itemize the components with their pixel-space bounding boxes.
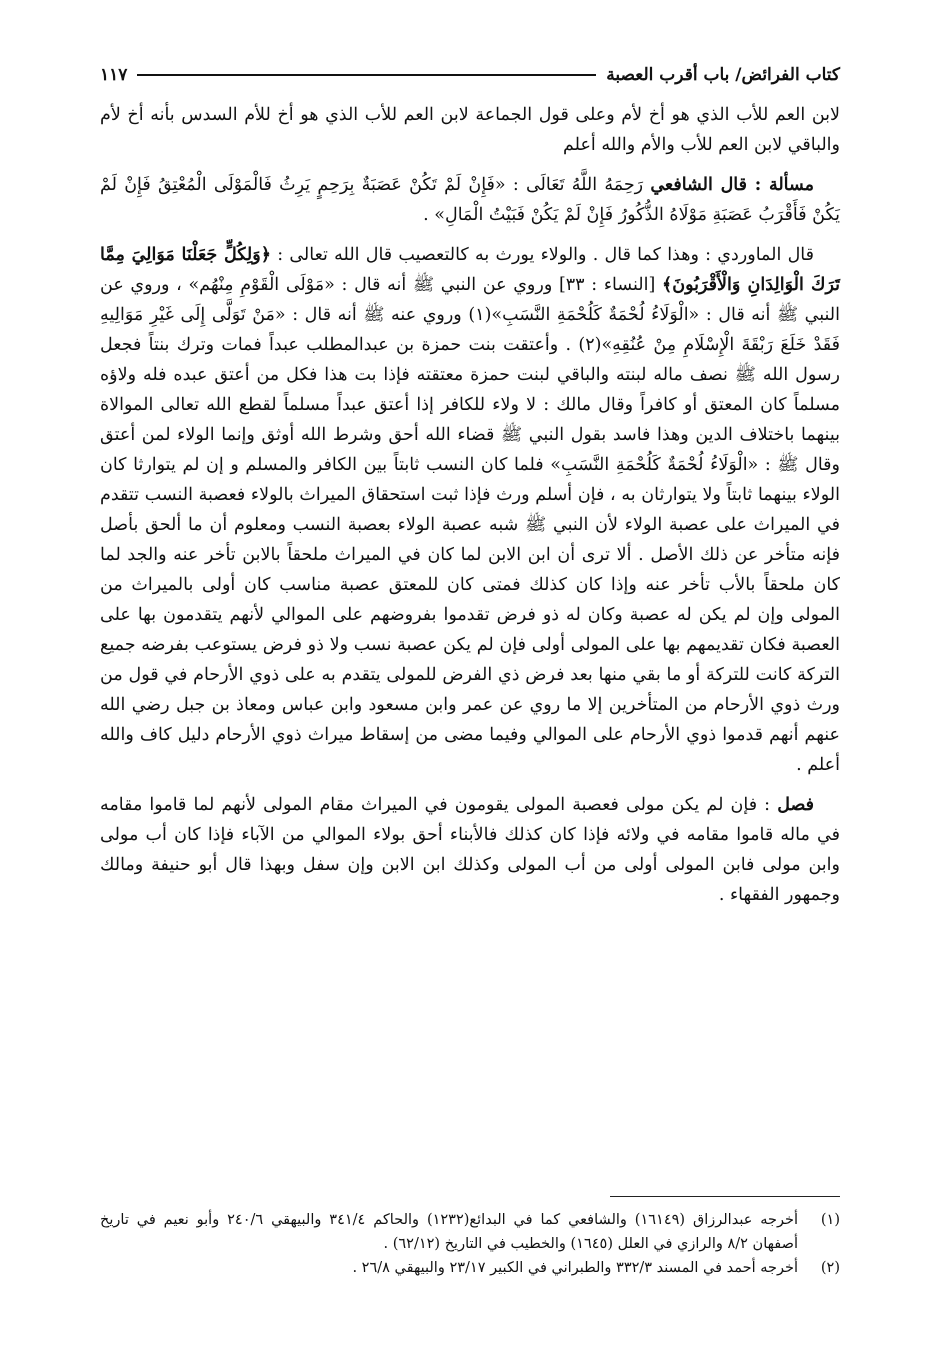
masala-text: رَحِمَهُ اللَّهُ تَعَالَى : «فَإِنْ لَمْ تَكُنْ عَصَبَةٌ بِرَحِمٍ يَرِثُ فَالْمَوْلَى الْمُعْتِقُ فَإِنْ لَمْ يَكُنْ فَأَقْرَبُ عَصَبَةِ مَوْلَاهُ الذُّكُورُ فَإِنْ لَمْ يَكُنْ فَبَيْتُ الْمَالِ» .: [100, 175, 840, 225]
mawardi-body: [النساء : ٣٣] وروي عن النبي ﷺ أنه قال : «مَوْلَى الْقَوْمِ مِنْهُم» ، وروي عن النبي ﷺ أنه قال : «الْوَلَاءُ لُحْمَةٌ كَلُحْمَةِ النَّسَبِ»(١) وروي عنه ﷺ أنه قال : «مَنْ تَوَلَّى إِلَى غَيْرِ مَوَالِيهِ فَقَدْ خَلَعَ رَبْقَةَ الْإِسْلَامِ مِنْ عُنُقِهِ»(٢) . وأعتقت بنت حمزة بن عبدالمطلب عبداً فمات وترك بنتاً فجعل رسول الله ﷺ نصف ماله لبنته والباقي لبنت حمزة معتقته فإذا بت هذا فكل من أعتق عبده فله ولاؤه مسلماً كان المعتق أو كافراً وقال مالك : لا ولاء للكافر إذا أعتق عبداً مسلماً لقطع الله تعالى الموالاة بينهما باختلاف الدين وهذا فاسد بقول النبي ﷺ قضاء الله أحق وشرط الله أوثق وإنما الولاء لمن أعتق وقال ﷺ : «الْوَلَاءُ لُحْمَةٌ كَلُحْمَةِ النَّسَبِ» فلما كان النسب ثابتاً بين الكافر والمسلم و إن لم يتوارثا كان الولاء بينهما ثابتاً ولا يتوارثان به ، فإن أسلم ورث فإذا ثبت استحقاق الميراث بالولاء فعصبة النسب تتقدم في الميراث على عصبة الولاء لأن النبي ﷺ شبه عصبة الولاء بعصبة النسب ومعلوم أن ما ألحق بأصل فإنه متأخر عن ذلك الأصل . ألا ترى أن ابن الابن لما كان في الميراث ملحقاً بالابن تأخر عنه والجد لما كان ملحقاً بالأب تأخر عنه وإذا كان كذلك فمتى كان للمعتق عصبة مناسب كان أولى بالميراث من المولى وإن لم يكن له عصبة وكان له ذو فرض تقدموا بفروضهم على الموالي لأنهم يتقدمون بها على العصبة فكان تقديمهم بها على المولى أولى فإن لم يكن عصبة نسب ولا ذو فرض يستوعب بفرضه جميع التركة كانت للتركة أو ما بقي منها بعد فرض ذي الفرض للمولى يتقدم به على ذوي الأرحام في قول من ورث ذوي الأرحام من المتأخرين إلا ما روي عن عمر وابن مسعود وابن عباس ومعاذ بن جبل رضي الله عنهم أنهم قدموا ذوي الأرحام على الموالي وفيما مضى من إسقاط ميراث ذوي الأرحام دليل كاف والله أعلم .: [100, 275, 840, 775]
footnote-text: أخرجه أحمد في المسند ٣٣٢/٣ والطبراني في الكبير ٢٣/١٧ والبيهقي ٢٦/٨ .: [352, 1260, 798, 1276]
mawardi-intro: قال الماوردي : وهذا كما قال . والولاء يورث به كالتعصيب قال الله تعالى :: [270, 245, 814, 265]
footnote-text: أخرجه عبدالرزاق (١٦١٤٩) والشافعي كما في البدائع(١٢٣٢) والحاكم ٣٤١/٤ والبيهقي ٢٤٠/٦ وأبو نعيم في تاريخ أصفهان ٨/٢ والرازي في العلل (١٦٤٥) والخطيب في التاريخ (٦٢/١٢) .: [100, 1212, 798, 1252]
running-title: كتاب الفرائض/ باب أقرب العصبة: [606, 65, 840, 85]
masala-heading: مسألة : قال الشافعي: [650, 175, 814, 195]
paragraph-fasl: [100, 790, 840, 910]
paragraph-1: لابن العم للأب الذي هو أخ لأم وعلى قول الجماعة لابن العم للأب الذي هو أخ للأم السدس بأنه أخ لأم والباقي لابن العم للأب والأم والله أعلم: [100, 105, 840, 155]
fasl-text: : فإن لم يكن مولى فعصبة المولى يقومون في الميراث مقام المولى لأنهم لما قاموا مقامه في ماله قاموا مقامه في ولائه فإذا كان كذلك فالأبناء أحق بولاء الموالي من الآباء فإذا كان أب مولى وابن مولى فابن المولى أولى من أب المولى وكذلك ابن الابن وإن سفل وبهذا قال أبو حنيفة ومالك وجمهور الفقهاء .: [100, 795, 840, 905]
header-rule: [137, 74, 596, 76]
footnote-separator: [610, 1196, 840, 1197]
paragraph-masala: [100, 170, 840, 230]
paragraph-mawardi: [100, 240, 840, 780]
page-number: ١١٧: [100, 65, 128, 85]
footnote-number: (١): [820, 1212, 840, 1228]
footnote-1: [100, 1208, 840, 1256]
footnotes: [100, 1208, 840, 1280]
running-header: [100, 60, 840, 90]
footnote-number: (٢): [820, 1260, 840, 1276]
footnote-2: [100, 1256, 840, 1280]
main-text: [100, 100, 840, 920]
fasl-heading: فصل: [777, 795, 814, 815]
quran-verse: ﴿وَلِكُلٍّ جَعَلْنَا مَوَالِيَ مِمَّا تَرَكَ الْوَالِدَانِ وَالْأَقْرَبُونَ﴾: [100, 245, 840, 295]
